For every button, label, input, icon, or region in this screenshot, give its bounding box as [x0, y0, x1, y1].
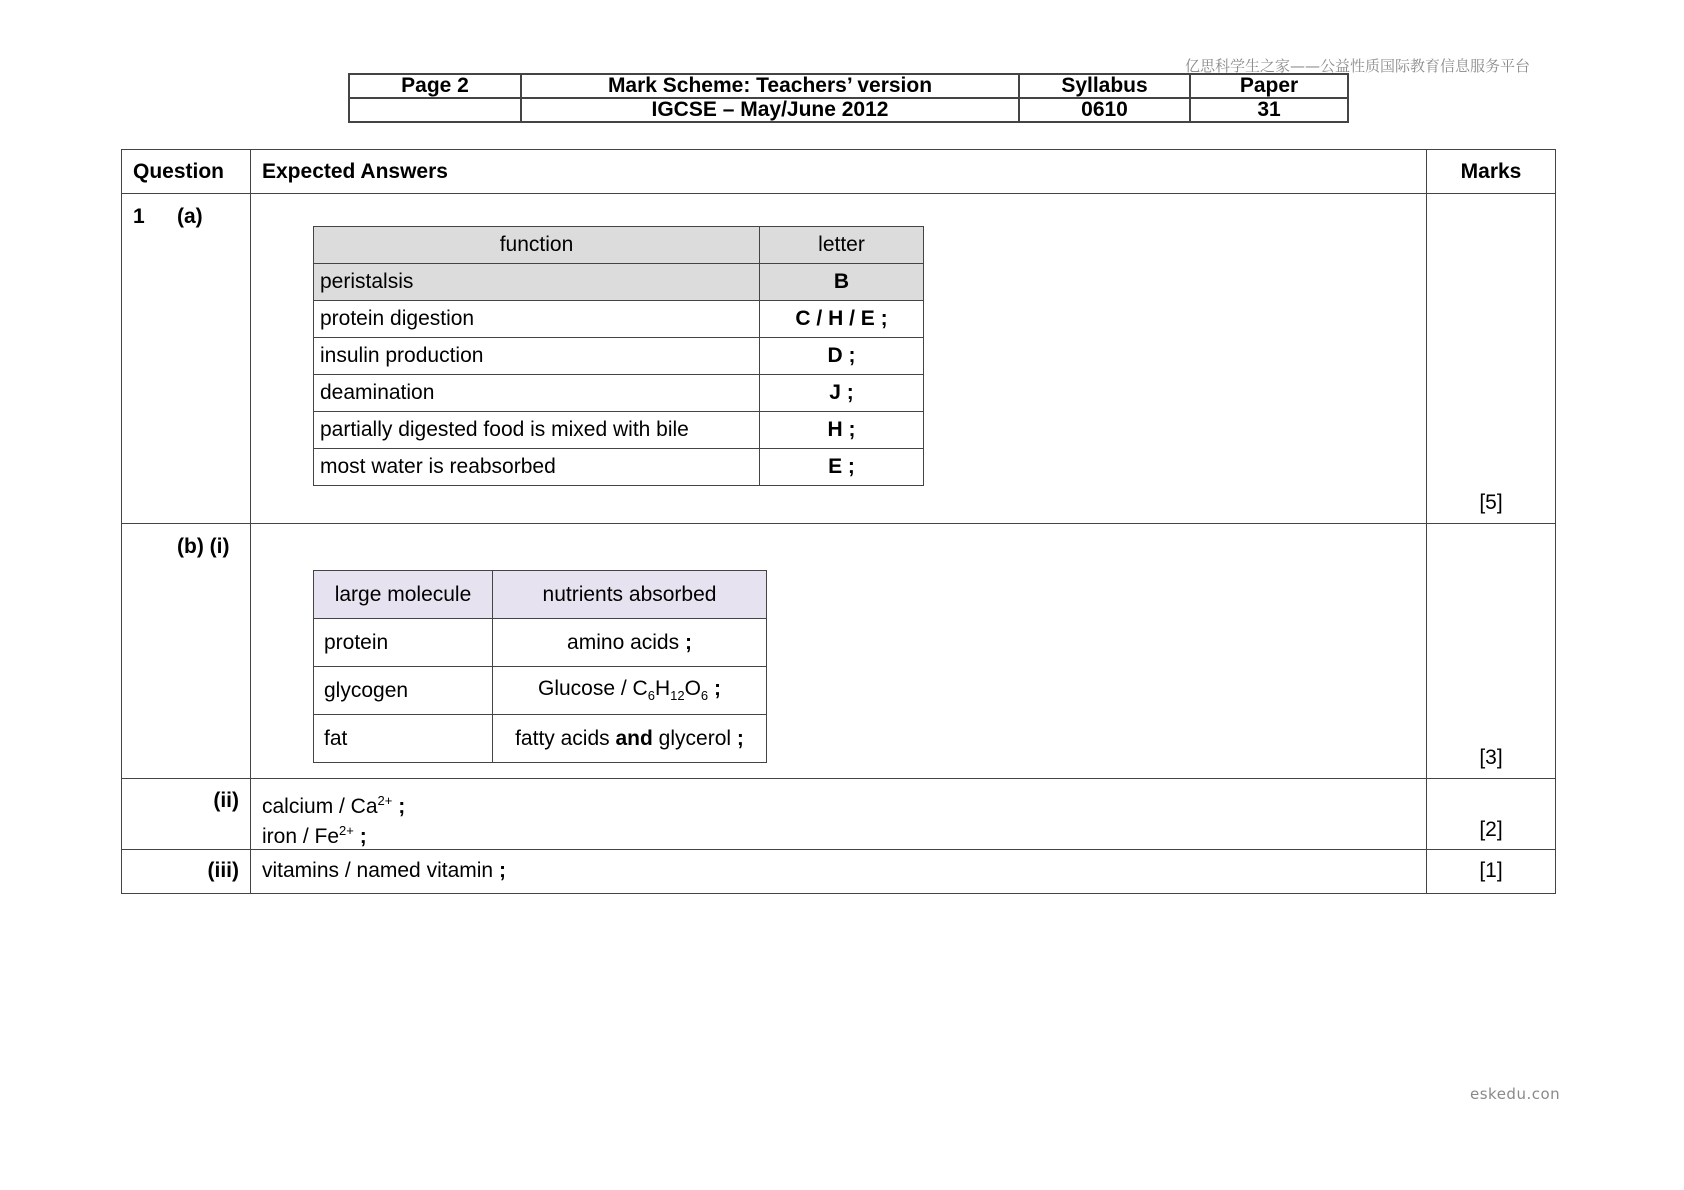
answers-column-header: Expected Answers — [251, 150, 1427, 194]
letter-cell: B — [760, 264, 924, 301]
question-number: 1 — [133, 205, 145, 228]
question-cell — [122, 850, 251, 894]
marks-cell — [1427, 850, 1556, 894]
marks-value: [2] — [1479, 818, 1503, 841]
table-header-row — [314, 571, 767, 619]
nutrient-cell — [493, 619, 767, 667]
molecule-cell: fat — [314, 715, 493, 763]
answer-text: vitamins / named vitamin — [262, 859, 494, 882]
letter-cell: H ; — [760, 412, 924, 449]
nutrients-header: nutrients absorbed — [493, 571, 767, 619]
letter-cell: E ; — [760, 449, 924, 486]
marks-cell — [1427, 194, 1556, 524]
answer-line — [262, 789, 1415, 819]
letter-header: letter — [760, 227, 924, 264]
question-cell — [122, 524, 251, 779]
molecule-cell: glycogen — [314, 667, 493, 715]
nutrient-text: amino acids — [567, 630, 680, 654]
column-header-row — [122, 150, 1556, 194]
function-cell: most water is reabsorbed — [314, 449, 760, 486]
subscript: 12 — [670, 688, 685, 704]
watermark-text: 亿思科学生之家——公益性质国际教育信息服务平台 — [1185, 57, 1531, 75]
function-cell: deamination — [314, 375, 760, 412]
letter-cell: C / H / E ; — [760, 301, 924, 338]
function-cell: peristalsis — [314, 264, 760, 301]
function-header: function — [314, 227, 760, 264]
table-row — [314, 412, 924, 449]
answer-text: calcium / Ca — [262, 795, 378, 818]
molecule-header: large molecule — [314, 571, 493, 619]
question-cell — [122, 779, 251, 850]
nutrient-text: Glucose / C — [537, 677, 648, 701]
table-row — [314, 715, 767, 763]
question-row-1bi — [122, 524, 1556, 779]
answer-separator: ; — [714, 677, 721, 701]
answer-separator: ; — [684, 630, 692, 654]
table-row — [314, 301, 924, 338]
molecule-nutrient-table — [313, 570, 767, 763]
formula-element: O — [684, 677, 701, 701]
table-row — [314, 619, 767, 667]
answer-separator: ; — [498, 859, 506, 882]
answer-cell — [251, 850, 1427, 894]
subscript: 6 — [700, 688, 709, 704]
letter-cell: D ; — [760, 338, 924, 375]
function-letter-table — [313, 226, 924, 486]
molecule-cell: protein — [314, 619, 493, 667]
table-row — [314, 667, 767, 715]
marks-value: [3] — [1479, 746, 1503, 769]
answer-cell — [251, 194, 1427, 524]
marks-value: [5] — [1479, 491, 1503, 514]
table-row — [314, 375, 924, 412]
table-row — [314, 449, 924, 486]
function-cell: partially digested food is mixed with bile — [314, 412, 760, 449]
nutrient-text: fatty acids — [515, 726, 610, 750]
page-number: Page 2 — [349, 74, 521, 98]
superscript: 2+ — [377, 793, 393, 808]
question-cell — [122, 194, 251, 524]
exam-session: IGCSE – May/June 2012 — [521, 98, 1019, 122]
letter-cell: J ; — [760, 375, 924, 412]
header-table — [348, 73, 1349, 123]
question-row-1a — [122, 194, 1556, 524]
syllabus-code: 0610 — [1019, 98, 1190, 122]
question-row-1bii — [122, 779, 1556, 850]
and-keyword: and — [615, 726, 653, 750]
question-part: (ii) — [213, 789, 239, 812]
function-cell: insulin production — [314, 338, 760, 375]
answer-text: iron / Fe — [262, 825, 340, 848]
question-part: (a) — [177, 205, 203, 228]
paper-label: Paper — [1190, 74, 1348, 98]
question-part: (iii) — [207, 859, 239, 882]
answer-line — [262, 819, 1415, 849]
table-row — [314, 338, 924, 375]
subscript: 6 — [647, 688, 655, 704]
nutrient-cell — [493, 667, 767, 715]
question-part: (b) (i) — [177, 535, 230, 558]
site-footer-text: eskedu.con — [1470, 1085, 1561, 1103]
superscript: 2+ — [339, 823, 354, 838]
marks-cell — [1427, 779, 1556, 850]
empty-cell — [349, 98, 521, 122]
marks-cell — [1427, 524, 1556, 779]
table-row — [314, 264, 924, 301]
answer-cell — [251, 779, 1427, 850]
marks-value: [1] — [1479, 859, 1503, 882]
syllabus-label: Syllabus — [1019, 74, 1190, 98]
question-row-1biii — [122, 850, 1556, 894]
nutrient-text: glycerol — [658, 726, 732, 750]
marks-column-header: Marks — [1427, 150, 1556, 194]
answer-cell — [251, 524, 1427, 779]
answer-separator: ; — [359, 825, 367, 848]
answer-separator: ; — [398, 795, 406, 818]
table-header-row — [314, 227, 924, 264]
answer-separator: ; — [736, 726, 744, 750]
document-title: Mark Scheme: Teachers’ version — [521, 74, 1019, 98]
question-column-header: Question — [122, 150, 251, 194]
mark-scheme-table — [121, 149, 1556, 894]
nutrient-cell — [493, 715, 767, 763]
function-cell: protein digestion — [314, 301, 760, 338]
formula-element: H — [654, 677, 671, 701]
paper-number: 31 — [1190, 98, 1348, 122]
